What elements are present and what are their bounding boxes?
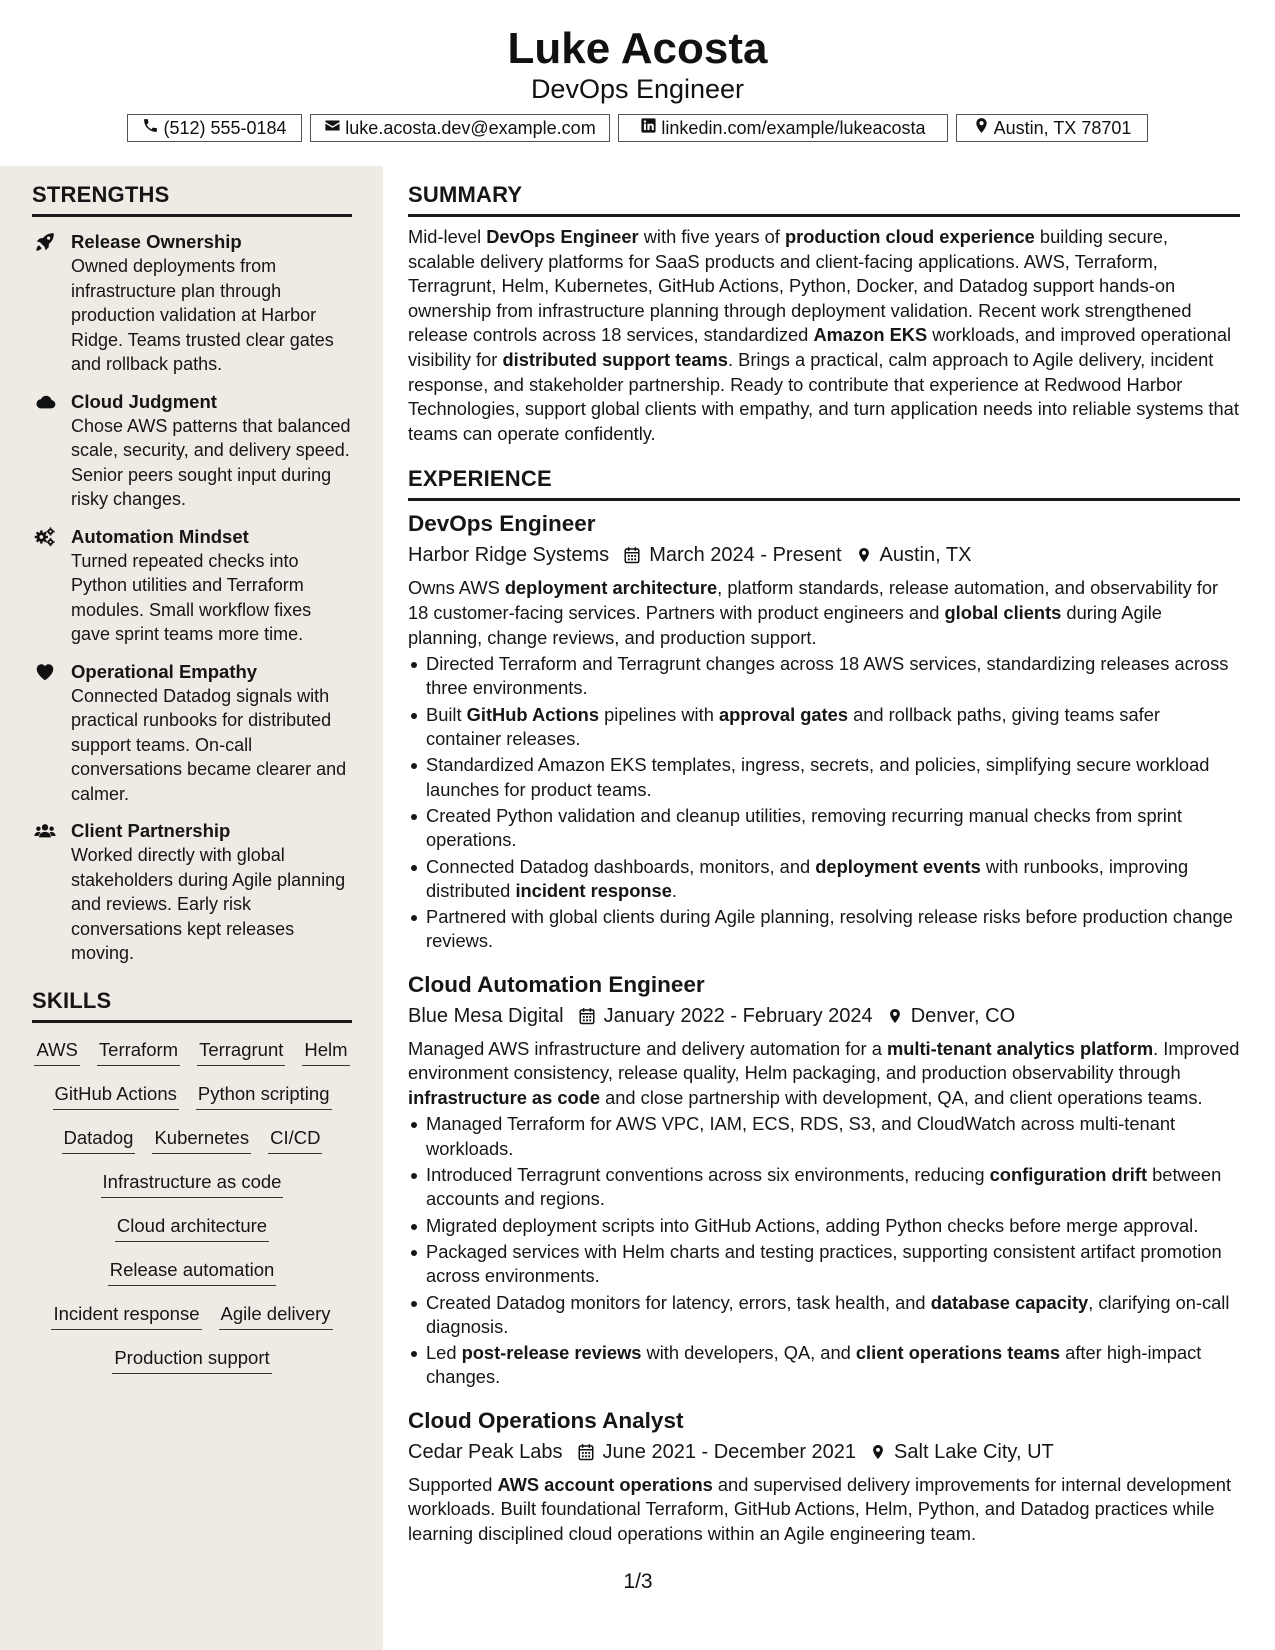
strengths-heading: STRENGTHS — [32, 182, 352, 217]
job-bullets — [408, 1112, 1240, 1389]
contact-row — [0, 114, 1275, 142]
strength-item — [32, 390, 352, 512]
job-entry — [408, 1406, 1240, 1547]
strength-item — [32, 660, 352, 807]
resume-header — [0, 0, 1275, 166]
skill-tag: Datadog — [62, 1125, 136, 1154]
skill-tag: Cloud architecture — [115, 1213, 269, 1242]
job-location: Austin, TX — [879, 544, 972, 567]
summary-text: Mid-level DevOps Engineer with five years of production cloud experience building secure, scalable delivery platforms for SaaS products and client-facing applications. AWS, Terraform, Terragrunt, Helm, Kubernetes, GitHub Actions, Python, Docker, and Datadog support hands-on ownership from infrastructure planning through deployment validation. Recent work strengthened release controls across 18 services, standardized Amazon EKS workloads, and improved operational visibility for distributed support teams. Brings a practical, calm approach to Agile delivery, incident response, and stakeholder partnership. Ready to contribute that experience at Redwood Harbor Technologies, support global clients with empathy, and turn application needs into reliable systems that teams can operate confidently. — [408, 226, 1239, 444]
strength-title: Release Ownership — [71, 231, 242, 252]
contact-email[interactable] — [310, 114, 610, 142]
location-pin-icon — [842, 545, 880, 565]
gears-icon — [33, 526, 57, 548]
job-title: DevOps Engineer — [408, 511, 596, 537]
page-number: 1/3 — [623, 1570, 653, 1593]
envelope-icon — [324, 117, 341, 139]
skill-tag: Production support — [112, 1345, 271, 1374]
job-company: Blue Mesa Digital — [408, 1004, 564, 1027]
bullet-item: Migrated deployment scripts into GitHub Actions, adding Python checks before merge approval. — [426, 1214, 1240, 1238]
bullet-item: Connected Datadog dashboards, monitors, and deployment events with runbooks, improving distributed incident response. — [426, 855, 1240, 904]
cloud-icon — [33, 391, 57, 413]
skill-tag: AWS — [34, 1037, 79, 1066]
strength-item — [32, 525, 352, 647]
contact-linkedin-text: linkedin.com/example/lukeacosta — [661, 117, 926, 138]
skills-list — [32, 1037, 352, 1374]
skill-tag: Terragrunt — [197, 1037, 285, 1066]
users-icon — [33, 820, 57, 842]
strength-title: Operational Empathy — [71, 660, 258, 682]
strength-desc: Connected Datadog signals with practical runbooks for distributed support teams. On-call conversations became clearer and calmer. — [71, 685, 347, 804]
strength-desc: Worked directly with global stakeholders during Agile planning and reviews. Early risk conversations kept releases moving. — [71, 845, 346, 963]
job-company: Cedar Peak Labs — [408, 1440, 563, 1463]
location-pin-icon — [973, 117, 990, 139]
skill-tag: Agile delivery — [219, 1301, 333, 1330]
sidebar — [0, 166, 383, 1650]
strength-item — [32, 230, 352, 377]
strength-desc: Chose AWS patterns that balanced scale, security, and delivery speed. Senior peers sought input during risky changes. — [71, 415, 351, 509]
bullet-item: Built GitHub Actions pipelines with approval gates and rollback paths, giving teams safer container releases. — [426, 703, 1240, 752]
skills-heading: SKILLS — [32, 988, 352, 1023]
candidate-role: DevOps Engineer — [530, 74, 745, 104]
skill-row — [34, 1037, 350, 1066]
skill-tag: Helm — [302, 1037, 349, 1066]
skill-row — [34, 1257, 350, 1286]
skill-row — [34, 1169, 350, 1198]
job-location: Salt Lake City, UT — [894, 1440, 1054, 1463]
bullet-item: Packaged services with Helm charts and testing practices, supporting consistent artifact promotion across environments. — [426, 1240, 1240, 1289]
skill-tag: CI/CD — [268, 1125, 322, 1154]
job-title: Cloud Automation Engineer — [408, 971, 705, 997]
calendar-icon — [564, 1006, 604, 1026]
strength-desc: Owned deployments from infrastructure plan through production validation at Harbor Ridge. Teams trusted clear gates and rollback paths. — [71, 256, 334, 374]
main-content — [408, 182, 1240, 1547]
bullet-item: Standardized Amazon EKS templates, ingress, secrets, and policies, simplifying secure workload launches for product teams. — [426, 753, 1240, 802]
contact-email-text: luke.acosta.dev@example.com — [345, 117, 596, 138]
bullet-item: Introduced Terragrunt conventions across six environments, reducing configuration drift between accounts and regions. — [426, 1163, 1240, 1212]
bullet-item: Created Datadog monitors for latency, errors, task health, and database capacity, clarifying on-call diagnosis. — [426, 1291, 1240, 1340]
job-description: Supported AWS account operations and supervised delivery improvements for internal development workloads. Built foundational Terraform, GitHub Actions, Helm, Python, and Datadog practices while learning disciplined cloud operations within an Agile engineering team. — [408, 1473, 1232, 1544]
candidate-name: Luke Acosta — [507, 24, 768, 73]
linkedin-icon — [640, 117, 657, 139]
skill-row — [34, 1081, 350, 1110]
job-dates: March 2024 - Present — [649, 544, 842, 567]
strength-item — [32, 819, 352, 966]
experience-list — [408, 509, 1240, 1546]
job-dates: June 2021 - December 2021 — [602, 1440, 857, 1463]
job-entry — [408, 970, 1240, 1390]
job-meta — [408, 1437, 1240, 1467]
skill-tag: Incident response — [51, 1301, 201, 1330]
job-description: Managed AWS infrastructure and delivery automation for a multi-tenant analytics platform. Improved environment consistency, release quality, Helm packaging, and production observability through infrastructure as code and close partnership with development, QA, and client operations teams. — [408, 1037, 1240, 1108]
skill-tag: Kubernetes — [152, 1125, 251, 1154]
bullet-item: Managed Terraform for AWS VPC, IAM, ECS, RDS, S3, and CloudWatch across multi-tenant workloads. — [426, 1112, 1240, 1161]
bullet-item: Directed Terraform and Terragrunt changes across 18 AWS services, standardizing releases across three environments. — [426, 652, 1240, 701]
contact-linkedin[interactable] — [618, 114, 948, 142]
job-title: Cloud Operations Analyst — [408, 1407, 684, 1433]
summary-heading: SUMMARY — [408, 182, 1240, 217]
skill-row — [34, 1301, 350, 1330]
contact-phone[interactable] — [127, 114, 302, 142]
contact-phone-text: (512) 555-0184 — [163, 117, 287, 138]
rocket-icon — [33, 231, 57, 253]
skill-tag: Terraform — [97, 1037, 180, 1066]
job-description: Owns AWS deployment architecture, platform standards, release automation, and observability for 18 customer-facing services. Partners with product engineers and global clients during Agile planning, change reviews, and production support. — [408, 577, 1219, 648]
job-location: Denver, CO — [910, 1004, 1016, 1027]
job-bullets — [408, 652, 1240, 954]
heart-icon — [33, 661, 57, 683]
skill-tag: Infrastructure as code — [101, 1169, 284, 1198]
bullet-item: Led post-release reviews with developers, QA, and client operations teams after high-impact changes. — [426, 1341, 1240, 1390]
contact-location-text: Austin, TX 78701 — [993, 117, 1132, 138]
phone-icon — [142, 117, 159, 139]
skill-tag: GitHub Actions — [53, 1081, 179, 1110]
job-dates: January 2022 - February 2024 — [603, 1004, 873, 1027]
bullet-item: Partnered with global clients during Agile planning, resolving release risks before production change reviews. — [426, 905, 1240, 954]
location-pin-icon — [873, 1006, 911, 1026]
strength-title: Client Partnership — [71, 820, 231, 841]
contact-location — [956, 114, 1148, 142]
job-entry — [408, 509, 1240, 953]
skill-row — [34, 1345, 350, 1374]
job-meta — [408, 540, 1240, 570]
strength-title: Cloud Judgment — [71, 390, 217, 412]
strength-desc: Turned repeated checks into Python utilities and Terraform modules. Small workflow fixes gave sprint teams more time. — [71, 550, 312, 644]
experience-heading: EXPERIENCE — [408, 466, 1240, 501]
calendar-icon — [609, 545, 649, 565]
location-pin-icon — [856, 1442, 894, 1462]
job-meta — [408, 1001, 1240, 1031]
skill-tag: Release automation — [108, 1257, 277, 1286]
strength-title: Automation Mindset — [71, 525, 249, 547]
bullet-item: Created Python validation and cleanup utilities, removing recurring manual checks from sprint operations. — [426, 804, 1240, 853]
skill-tag: Python scripting — [196, 1081, 332, 1110]
skill-row — [34, 1125, 350, 1154]
job-company: Harbor Ridge Systems — [408, 544, 610, 567]
calendar-icon — [563, 1442, 603, 1462]
skill-row — [34, 1213, 350, 1242]
